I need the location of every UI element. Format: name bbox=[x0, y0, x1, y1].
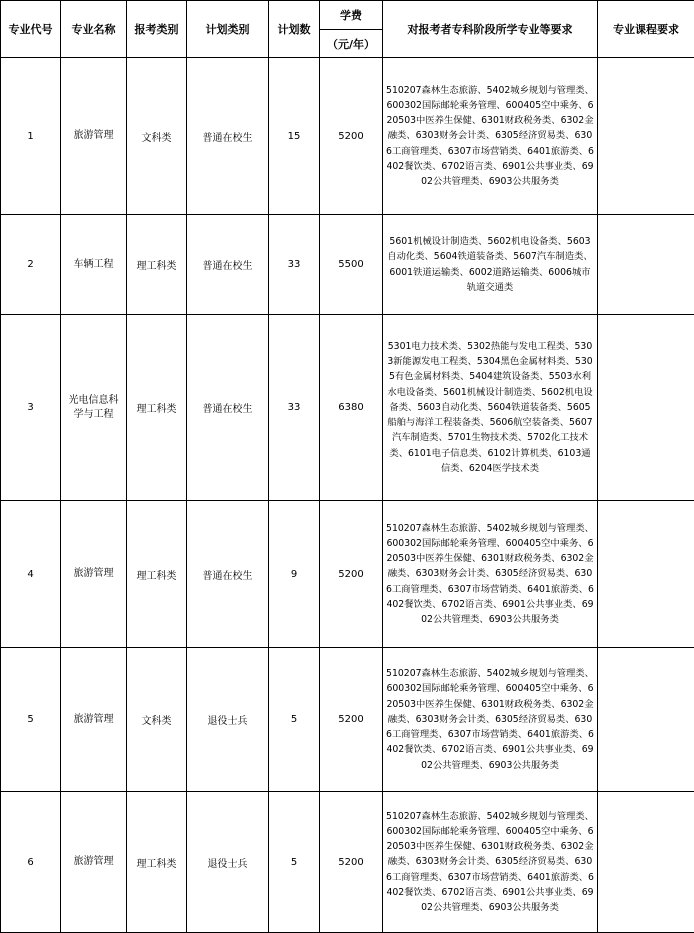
table-row bbox=[1, 792, 694, 933]
cell-major-name: 旅游管理 bbox=[61, 648, 127, 792]
cell-major-name: 车辆工程 bbox=[61, 215, 127, 315]
cell-plan-count: 5 bbox=[269, 648, 320, 792]
cell-code: 1 bbox=[1, 58, 61, 215]
cell-tuition: 5200 bbox=[320, 501, 383, 648]
header-code: 专业代号 bbox=[1, 1, 61, 58]
cell-plan-count: 9 bbox=[269, 501, 320, 648]
cell-category: 理工科类 bbox=[127, 792, 187, 933]
cell-plan-type: 普通在校生 bbox=[187, 58, 269, 215]
table-row bbox=[1, 315, 694, 501]
cell-requirement: 5301电力技术类、5302热能与发电工程类、5303新能源发电工程类、5304黑色金属材料类、5305有色金属材料类、5404建筑设备类、5503水利水电设备类、5601机械设计制造类、5602机电设备类、5603自动化类、5604铁道装备类、5605船舶与海洋工程装备类、5606航空装备类、5607汽车制造类、5701生物技术类、5702化工技术类、6101电子信息类、6102计算机类、6103通信类、6204医学技术类 bbox=[383, 315, 598, 501]
table-row bbox=[1, 648, 694, 792]
cell-tuition: 5500 bbox=[320, 215, 383, 315]
cell-plan-count: 33 bbox=[269, 315, 320, 501]
table-row bbox=[1, 58, 694, 215]
cell-course-requirement bbox=[598, 501, 694, 648]
header-tuition-unit: （元/年） bbox=[320, 30, 383, 58]
cell-requirement: 510207森林生态旅游、5402城乡规划与管理类、600302国际邮轮乘务管理、600405空中乘务、620503中医养生保健、6301财政税务类、6302金融类、6303财务会计类、6305经济贸易类、6306工商管理类、6307市场营销类、6401旅游类、6402餐饮类、6702语言类、6901公共事业类、6902公共管理类、6903公共服务类 bbox=[383, 501, 598, 648]
cell-tuition: 5200 bbox=[320, 58, 383, 215]
cell-course-requirement bbox=[598, 315, 694, 501]
cell-requirement: 510207森林生态旅游、5402城乡规划与管理类、600302国际邮轮乘务管理、600405空中乘务、620503中医养生保健、6301财政税务类、6302金融类、6303财务会计类、6305经济贸易类、6306工商管理类、6307市场营销类、6401旅游类、6402餐饮类、6702语言类、6901公共事业类、6902公共管理类、6903公共服务类 bbox=[383, 648, 598, 792]
cell-plan-type: 普通在校生 bbox=[187, 315, 269, 501]
header-plan-type: 计划类别 bbox=[187, 1, 269, 58]
cell-category: 理工科类 bbox=[127, 315, 187, 501]
cell-code: 6 bbox=[1, 792, 61, 933]
cell-plan-count: 5 bbox=[269, 792, 320, 933]
cell-tuition: 6380 bbox=[320, 315, 383, 501]
header-prior-major-requirement: 对报考者专科阶段所学专业等要求 bbox=[383, 1, 598, 58]
cell-requirement: 5601机械设计制造类、5602机电设备类、5603自动化类、5604铁道装备类、5607汽车制造类、6001铁道运输类、6002道路运输类、6006城市轨道交通类 bbox=[383, 215, 598, 315]
header-name: 专业名称 bbox=[61, 1, 127, 58]
header-category: 报考类别 bbox=[127, 1, 187, 58]
cell-course-requirement bbox=[598, 215, 694, 315]
cell-tuition: 5200 bbox=[320, 648, 383, 792]
cell-requirement: 510207森林生态旅游、5402城乡规划与管理类、600302国际邮轮乘务管理、600405空中乘务、620503中医养生保健、6301财政税务类、6302金融类、6303财务会计类、6305经济贸易类、6306工商管理类、6307市场营销类、6401旅游类、6402餐饮类、6702语言类、6901公共事业类、6902公共管理类、6903公共服务类 bbox=[383, 792, 598, 933]
cell-code: 5 bbox=[1, 648, 61, 792]
cell-plan-type: 退役士兵 bbox=[187, 792, 269, 933]
cell-course-requirement bbox=[598, 648, 694, 792]
cell-category: 文科类 bbox=[127, 648, 187, 792]
cell-code: 2 bbox=[1, 215, 61, 315]
header-tuition: 学费 bbox=[320, 1, 383, 30]
table-row bbox=[1, 501, 694, 648]
cell-requirement: 510207森林生态旅游、5402城乡规划与管理类、600302国际邮轮乘务管理、600405空中乘务、620503中医养生保健、6301财政税务类、6302金融类、6303财务会计类、6305经济贸易类、6306工商管理类、6307市场营销类、6401旅游类、6402餐饮类、6702语言类、6901公共事业类、6902公共管理类、6903公共服务类 bbox=[383, 58, 598, 215]
cell-major-name: 光电信息科学与工程 bbox=[61, 315, 127, 501]
cell-category: 理工科类 bbox=[127, 501, 187, 648]
header-course-requirement: 专业课程要求 bbox=[598, 1, 694, 58]
cell-course-requirement bbox=[598, 792, 694, 933]
table-row bbox=[1, 215, 694, 315]
cell-major-name: 旅游管理 bbox=[61, 58, 127, 215]
cell-major-name: 旅游管理 bbox=[61, 501, 127, 648]
cell-category: 理工科类 bbox=[127, 215, 187, 315]
cell-plan-type: 退役士兵 bbox=[187, 648, 269, 792]
cell-course-requirement bbox=[598, 58, 694, 215]
cell-code: 3 bbox=[1, 315, 61, 501]
cell-plan-count: 33 bbox=[269, 215, 320, 315]
cell-plan-count: 15 bbox=[269, 58, 320, 215]
cell-plan-type: 普通在校生 bbox=[187, 215, 269, 315]
cell-code: 4 bbox=[1, 501, 61, 648]
cell-category: 文科类 bbox=[127, 58, 187, 215]
cell-major-name: 旅游管理 bbox=[61, 792, 127, 933]
cell-tuition: 5200 bbox=[320, 792, 383, 933]
header-plan-count: 计划数 bbox=[269, 1, 320, 58]
cell-plan-type: 普通在校生 bbox=[187, 501, 269, 648]
